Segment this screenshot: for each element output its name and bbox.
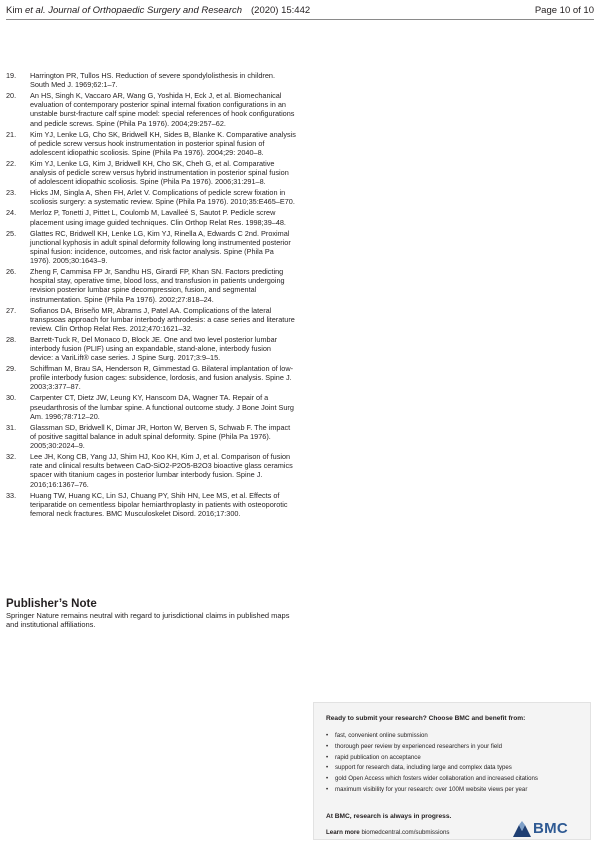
reference-number: 22.: [6, 158, 17, 168]
reference-text: An HS, Singh K, Vaccaro AR, Wang G, Yoshida H, Eck J, et al. Biomechanical evaluation of contemporary posterior spinal internal fixation configurations in an unstable burst-fracture calf spine model: special references of hook configurations and pedicle screws. Spine (Phila Pa 1976). 2004;29:257–62.: [30, 91, 295, 128]
reference-item: [6, 188, 296, 206]
bmc-logo: [513, 821, 581, 837]
publishers-note-heading: Publisher’s Note: [6, 598, 97, 610]
learn-more-label: Learn more: [326, 829, 360, 836]
reference-text: Zheng F, Cammisa FP Jr, Sandhu HS, Girardi FP, Khan SN. Factors predicting hospital stay, operative time, blood loss, and transfusion in patients undergoing revision posterior lumbar spine decompression, fusion, and segmental instrumentation. Spine (Phila Pa 1976). 2002;27:818–24.: [30, 267, 285, 304]
reference-item: [6, 159, 296, 186]
reference-number: 30.: [6, 393, 17, 403]
bullet-icon: •: [326, 753, 329, 761]
reference-item: [6, 364, 296, 391]
reference-item: [6, 229, 296, 266]
bmc-advert-box: [313, 702, 591, 840]
advert-benefit-item: • maximum visibility for your research: over 100M website views per year: [326, 785, 528, 793]
reference-number: 23.: [6, 188, 17, 198]
reference-item: [6, 393, 296, 420]
advert-benefit-list: [326, 732, 588, 797]
reference-text: Glassman SD, Bridwell K, Dimar JR, Horton W, Berven S, Schwab F. The impact of positive sagittal balance in adult spinal deformity. Spine (Phila Pa 1976). 2005;30:2024–9.: [30, 422, 291, 451]
advert-benefit-item: • fast, convenient online submission: [326, 732, 428, 739]
reference-text: Glattes RC, Bridwell KH, Lenke LG, Kim YJ, Rinella A, Edwards C 2nd. Proximal junctional kyphosis in adult spinal deformity following long instrumented posterior spinal fusion: incidence, outcomes, and risk factor analysis. Spine (Phila Pa 1976). 2005;30:1643–9.: [30, 228, 291, 266]
reference-text: Schiffman M, Brau SA, Henderson R, Gimmestad G. Bilateral implantation of low-profile interbody fusion cages: subsidence, lordosis, and fusion analysis. Spine J. 2003;3:377–87.: [30, 364, 294, 392]
reference-item: [6, 452, 296, 489]
reference-number: 19.: [6, 71, 17, 80]
reference-list: [6, 71, 296, 520]
reference-item: [6, 423, 296, 450]
bullet-icon: •: [326, 775, 329, 782]
reference-number: 20.: [6, 91, 17, 101]
bmc-logo-text: BMC: [533, 820, 569, 837]
reference-number: 32.: [6, 452, 17, 462]
advert-learn-more: [326, 829, 449, 836]
reference-number: 24.: [6, 208, 17, 218]
reference-number: 31.: [6, 422, 17, 432]
advert-title: Ready to submit your research? Choose BMC and benefit from:: [326, 715, 526, 722]
reference-item: [6, 335, 296, 362]
advert-benefit-item: • support for research data, including large and complex data types: [326, 764, 512, 772]
reference-number: 33.: [6, 490, 17, 500]
header-citation: (2020) 15:442: [251, 5, 311, 16]
reference-number: 27.: [6, 305, 17, 315]
advert-benefit-item: • rapid publication on acceptance: [326, 753, 421, 761]
reference-item: [6, 306, 296, 333]
header-divider: [6, 19, 594, 20]
bullet-icon: •: [326, 764, 329, 772]
reference-item: [6, 130, 296, 157]
reference-text: Carpenter CT, Dietz JW, Leung KY, Hanscom DA, Wagner TA. Repair of a pseudarthrosis of the lumbar spine. A functional outcome study. J Bone Joint Surg Am. 1996;78:712–20.: [30, 393, 294, 421]
advert-benefit-item: • thorough peer review by experienced researchers in your field: [326, 742, 502, 750]
reference-text: Huang TW, Huang KC, Lin SJ, Chuang PY, Shih HN, Lee MS, et al. Effects of teriparatide on cementless bipolar hemiarthroplasty in patients with osteoporotic femoral neck fractures. BMC Musculoskelet Disord. 2016;17:300.: [30, 490, 288, 518]
header-page-number: Page 10 of 10: [534, 5, 594, 16]
bullet-icon: •: [326, 742, 329, 750]
reference-number: 28.: [6, 334, 17, 344]
bmc-logo-icon: [513, 821, 531, 837]
reference-item: [6, 491, 296, 518]
advert-benefit-item: • gold Open Access which fosters wider collaboration and increased citations: [326, 775, 538, 782]
reference-text: Merloz P, Tonetti J, Pittet L, Coulomb M, Lavalleé S, Sautot P. Pedicle screw placement using image guided techniques. Clin Orthop Relat Res. 1998;39–48.: [30, 208, 286, 227]
reference-text: Lee JH, Kong CB, Yang JJ, Shim HJ, Koo KH, Kim J, et al. Comparison of fusion rate and clinical results between CaO-SiO2-P2O5-B2O3 bioactive glass ceramics spacer with titanium cages in posterior lumbar interbody fusion. Spine J. 2016;16:1367–76.: [30, 452, 293, 489]
reference-number: 29.: [6, 364, 17, 374]
header-journal-name: et al. Journal of Orthopaedic Surgery and Research: [25, 5, 243, 16]
reference-number: 26.: [6, 267, 17, 277]
bullet-icon: •: [326, 732, 329, 739]
reference-text: Barrett-Tuck R, Del Monaco D, Block JE. One and two level posterior lumbar interbody fusion (PLIF) using an expandable, stand-alone, interbody fusion device: a VariLift® case series. J Spine Surg. 2017;3:9–15.: [30, 334, 278, 363]
reference-number: 25.: [6, 228, 17, 238]
reference-item: [6, 267, 296, 304]
reference-text: Kim YJ, Lenke LG, Kim J, Bridwell KH, Cho SK, Cheh G, et al. Comparative analysis of pedicle screw versus hybrid instrumentation in posterior spinal fusion of adolescent idiopathic scoliosis. Spine (Phila Pa 1976). 2006;31:291–8.: [30, 158, 289, 187]
reference-text: Harrington PR, Tullos HS. Reduction of severe spondylolisthesis in children. South Med J. 1969;62:1–7.: [30, 71, 275, 90]
reference-number: 21.: [6, 129, 17, 139]
reference-item: [6, 91, 296, 128]
publishers-note-text: Springer Nature remains neutral with regard to jurisdictional claims in published maps and institutional affiliations.: [6, 611, 290, 630]
learn-more-link[interactable]: biomedcentral.com/submissions: [361, 829, 450, 836]
reference-item: [6, 71, 296, 89]
reference-text: Sofianos DA, Briseño MR, Abrams J, Patel AA. Complications of the lateral transpsoas approach for lumbar interbody arthrodesis: a case series and literature review. Clin Orthop Relat Res. 2012;470:1621–32.: [30, 305, 295, 333]
running-header: [6, 5, 594, 19]
reference-text: Kim YJ, Lenke LG, Cho SK, Bridwell KH, Sides B, Blanke K. Comparative analysis of pedicle screw versus hook instrumentation in posterior spinal fusion of adolescent idiopathic scoliosis. Spine (Phila Pa 1976). 2004;29: 2040–8.: [30, 129, 296, 157]
header-journal: Kim et al. Journal of Orthopaedic Surgery and Research: [6, 5, 243, 16]
reference-item: [6, 208, 296, 226]
reference-text: Hicks JM, Singla A, Shen FH, Arlet V. Complications of pedicle screw fixation in scoliosis surgery: a systematic review. Spine (Phila Pa 1976). 2010;35:E465–E70.: [30, 188, 295, 207]
bullet-icon: •: [326, 785, 329, 793]
advert-tagline: At BMC, research is always in progress.: [326, 813, 452, 820]
